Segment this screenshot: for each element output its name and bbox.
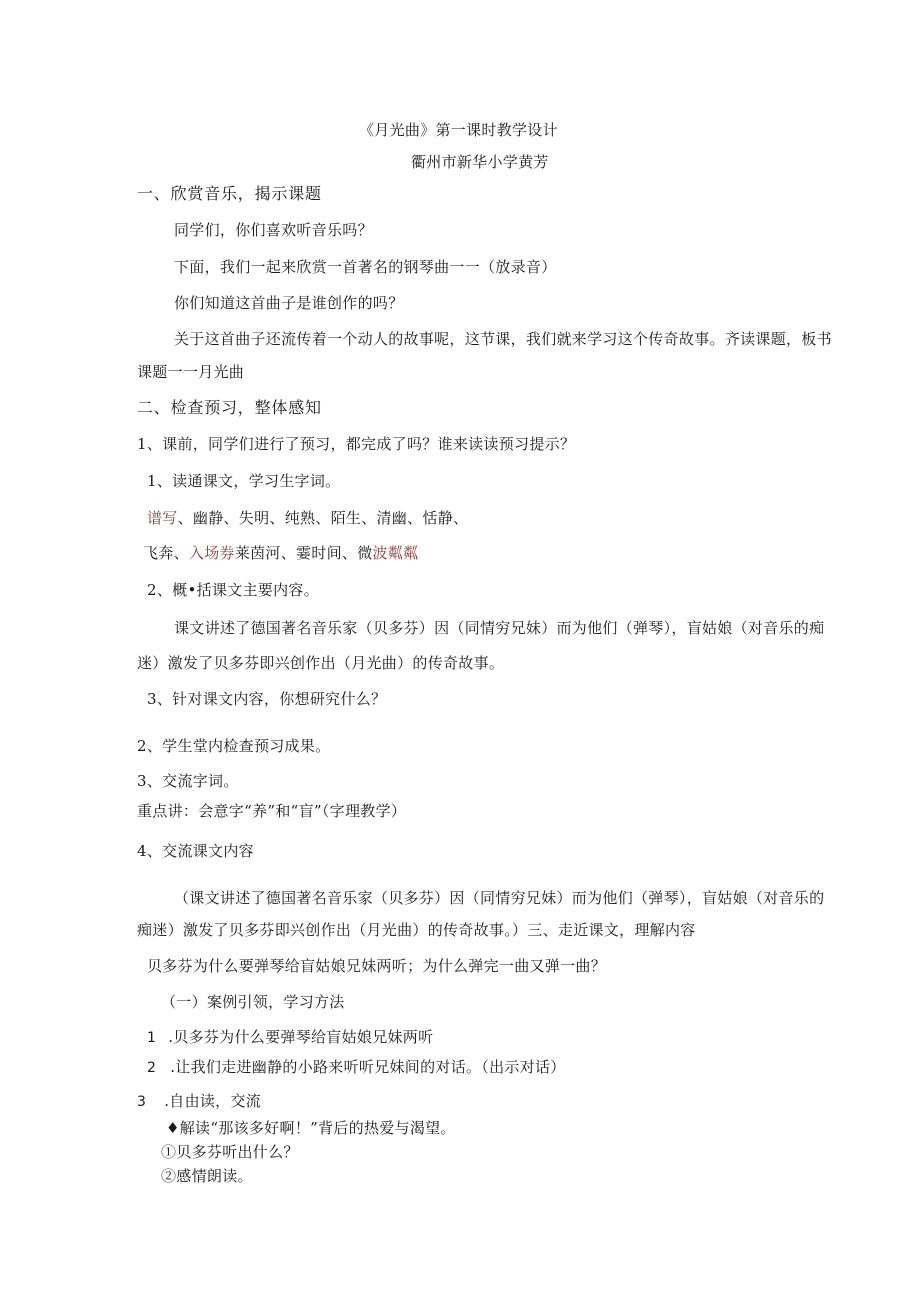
paragraph: 下面，我们一起来欣赏一首著名的钢琴曲一一（放录音） <box>174 258 557 276</box>
highlighted-word: 波粼粼 <box>372 544 419 562</box>
list-item: 1、课前，同学们进行了预习，都完成了吗？谁来读读预习提示？ <box>137 435 576 453</box>
paragraph: 重点讲：会意字“养”和“盲”（字理教学） <box>137 802 407 820</box>
vocabulary-line-1 <box>147 508 468 528</box>
numbered-item <box>147 1027 433 1048</box>
bullet-item: ♦解读“那该多好啊！”背后的热爱与渴望。 <box>166 1119 456 1137</box>
list-item: 4、交流课文内容 <box>137 842 254 860</box>
document-title: 《月光曲》第一课时教学设计 <box>359 121 558 139</box>
circled-item: ②感情朗读。 <box>161 1167 253 1185</box>
highlighted-word: 谱写 <box>147 509 178 527</box>
section-1-heading: 一、欣赏音乐，揭示课题 <box>137 184 322 203</box>
document-author: 衢州市新华小学黄芳 <box>411 153 549 171</box>
item-number: 2 <box>147 1060 157 1076</box>
paragraph: 痴迷）激发了贝多芬即兴创作出（月光曲）的传奇故事。）三、走近课文，理解内容 <box>137 921 696 939</box>
item-text: .贝多芬为什么要弹琴给盲姑娘兄妹两听 <box>168 1028 434 1046</box>
numbered-item <box>137 1091 261 1112</box>
word-list: 、幽静、失明、纯熟、陌生、清幽、恬静、 <box>177 509 469 527</box>
paragraph: 贝多芬为什么要弹琴给盲姑娘兄妹两听；为什么弹完一曲又弹一曲？ <box>147 957 607 975</box>
list-item: 1、读通课文，学习生字词。 <box>147 472 341 490</box>
paragraph: 课题一一月光曲 <box>137 363 245 381</box>
subsection-heading: （一）案例引领，学习方法 <box>161 993 345 1011</box>
paragraph: 课文讲述了德国著名音乐家（贝多芬）因（同情穷兄妹）而为他们（弹琴），盲姑娘（对音乐的痴 <box>174 619 825 637</box>
numbered-item <box>147 1057 566 1078</box>
paragraph: 同学们，你们喜欢听音乐吗？ <box>174 221 373 239</box>
vocabulary-line-2 <box>143 543 418 563</box>
list-item: 3、针对课文内容，你想研究什么？ <box>147 690 387 708</box>
list-item: 2、学生堂内检查预习成果。 <box>137 737 331 755</box>
item-text: .让我们走进幽静的小路来听听兄妹间的对话。（出示对话） <box>170 1058 566 1076</box>
circled-item: ①贝多芬听出什么？ <box>161 1143 299 1161</box>
item-number: 1 <box>147 1030 157 1046</box>
section-2-heading: 二、检查预习，整体感知 <box>137 398 322 417</box>
highlighted-word: 入场券 <box>188 544 235 562</box>
word-list: 莱茵河、霎时间、微 <box>234 544 373 562</box>
paragraph: 关于这首曲子还流传着一个动人的故事呢，这节课，我们就来学习这个传奇故事。齐读课题，板书 <box>174 330 832 348</box>
word-list: 飞奔、 <box>143 544 189 562</box>
list-item: 3、交流字词。 <box>137 772 239 790</box>
item-number: 3 <box>137 1094 147 1110</box>
list-item: 2、概•括课文主要内容。 <box>147 581 319 599</box>
item-text: .自由读，交流 <box>164 1092 262 1110</box>
paragraph: 你们知道这首曲子是谁创作的吗？ <box>174 294 404 312</box>
paragraph: （课文讲述了德国著名音乐家（贝多芬）因（同情穷兄妹）而为他们（弹琴），盲姑娘（对音乐的 <box>174 889 825 907</box>
paragraph: 迷）激发了贝多芬即兴创作出（月光曲）的传奇故事。 <box>137 654 505 672</box>
